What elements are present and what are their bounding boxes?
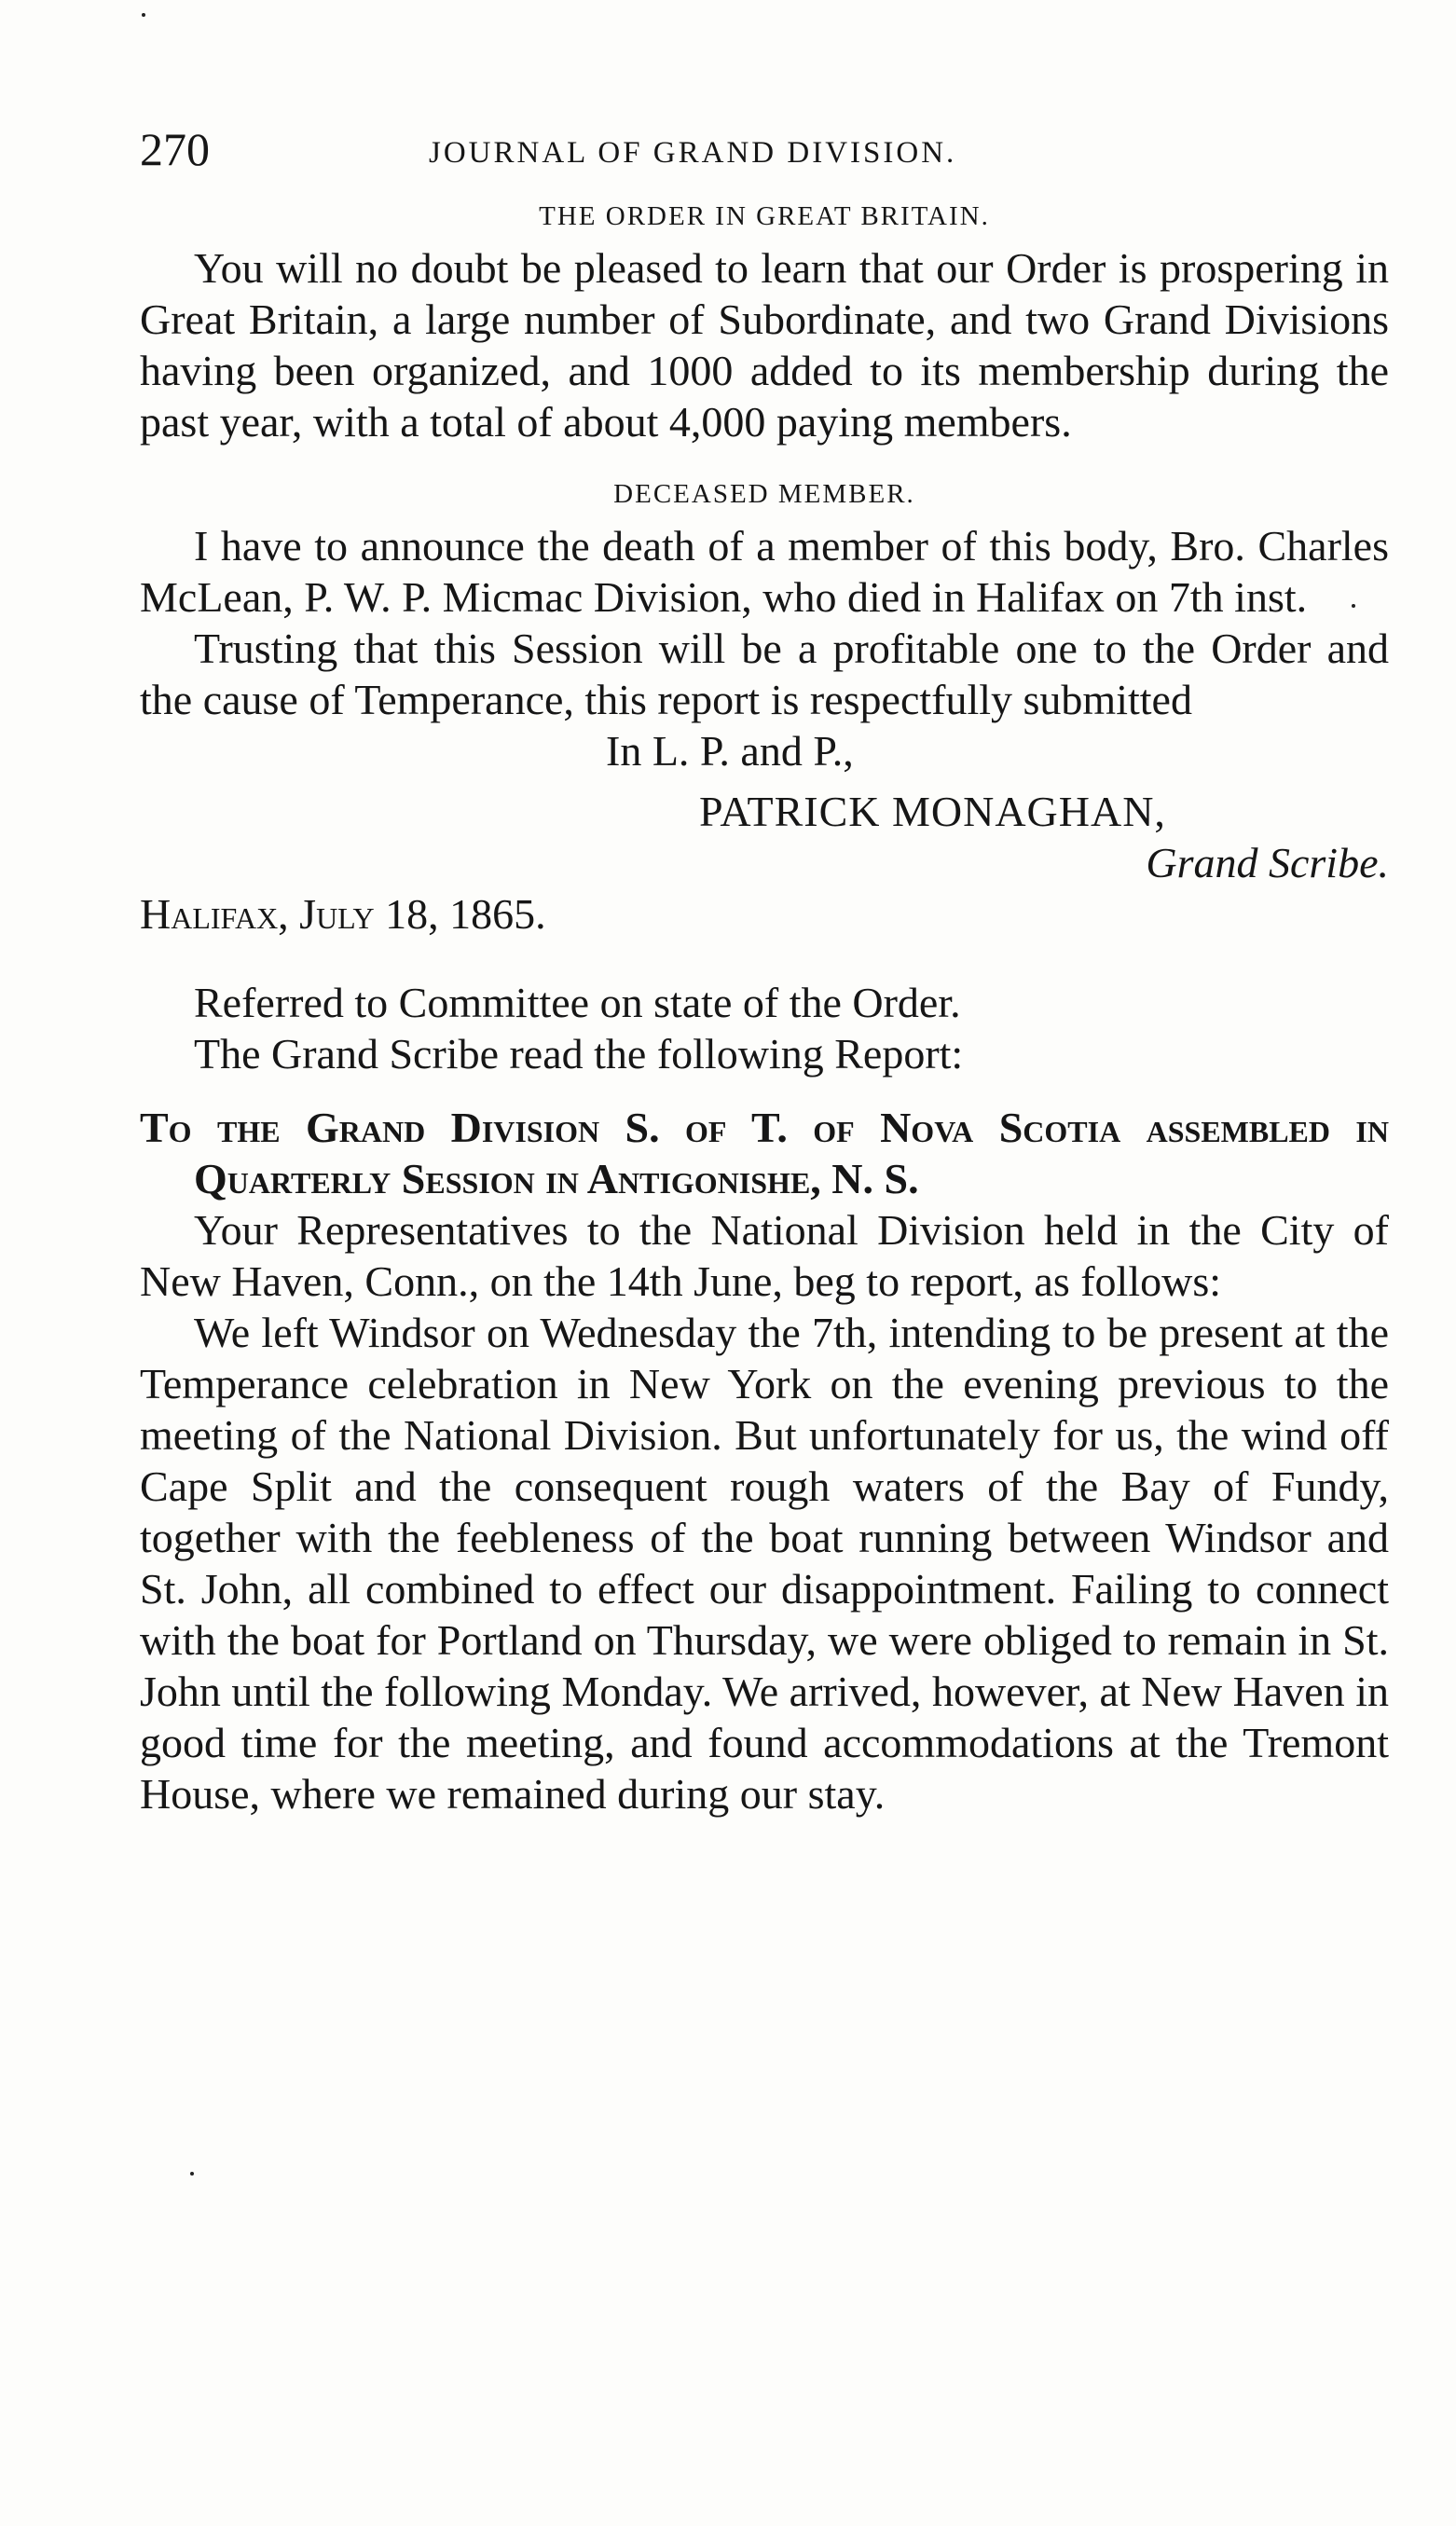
minutes-read-report: The Grand Scribe read the following Report: (194, 1030, 964, 1078)
section-heading-deceased: DECEASED MEMBER. (613, 479, 915, 509)
trusting-paragraph: Trusting that this Session will be a profitable one to the Order and the cause of Temperance, this report is respectfully submitted (140, 625, 1389, 723)
page-number: 270 (140, 123, 210, 175)
scan-speck (190, 2172, 194, 2176)
report-paragraph-1: Your Representatives to the National Division held in the City of New Haven, Conn., on the 14th June, beg to report, as follows: (140, 1206, 1389, 1305)
report-paragraph-2: We left Windsor on Wednesday the 7th, intending to be present at the Temperance celebration in New York on the evening previous to the meeting of the National Division. But unfortunately for us, the wind off Cape Split and the consequent rough waters of the Bay of Fundy, together with the feebleness of the boat running between Windsor and St. John, all combined to effect our disappointment. Failing to connect with the boat for Portland on Thursday, we were obliged to remain in St. John until the following Monday. We arrived, however, at New Haven in good time for the meeting, and found accommodations at the Tremont House, where we remained during our stay. (140, 1309, 1389, 1818)
section-heading-order: THE ORDER IN GREAT BRITAIN. (539, 201, 990, 231)
scan-speck (142, 13, 145, 17)
running-head: JOURNAL OF GRAND DIVISION. (429, 136, 957, 170)
page-header (140, 121, 1389, 177)
signature-block (140, 725, 1389, 940)
report-address: To the Grand Division S. of T. of Nova Scotia assembled in Quarterly Session in Antigonishe, N. S. (140, 1104, 1389, 1202)
deceased-paragraph: I have to announce the death of a member of this body, Bro. Charles McLean, P. W. P. Micmac Division, who died in Halifax on 7th inst. (140, 522, 1389, 621)
journal-page (140, 121, 1389, 1819)
minutes-referred: Referred to Committee on state of the Order. (194, 979, 961, 1026)
signature-name: PATRICK MONAGHAN, (699, 788, 1166, 835)
dateline: Halifax, July 18, 1865. (140, 890, 546, 938)
scan-speck (1352, 604, 1355, 608)
order-paragraph: You will no doubt be pleased to learn that our Order is prospering in Great Britain, a large number of Subordinate, and two Grand Divisions having been organized, and 1000 added to its membership during the past year, with a total of about 4,000 paying members. (140, 244, 1389, 446)
signature-title: Grand Scribe. (1146, 839, 1389, 886)
signature-closing: In L. P. and P., (606, 727, 854, 775)
